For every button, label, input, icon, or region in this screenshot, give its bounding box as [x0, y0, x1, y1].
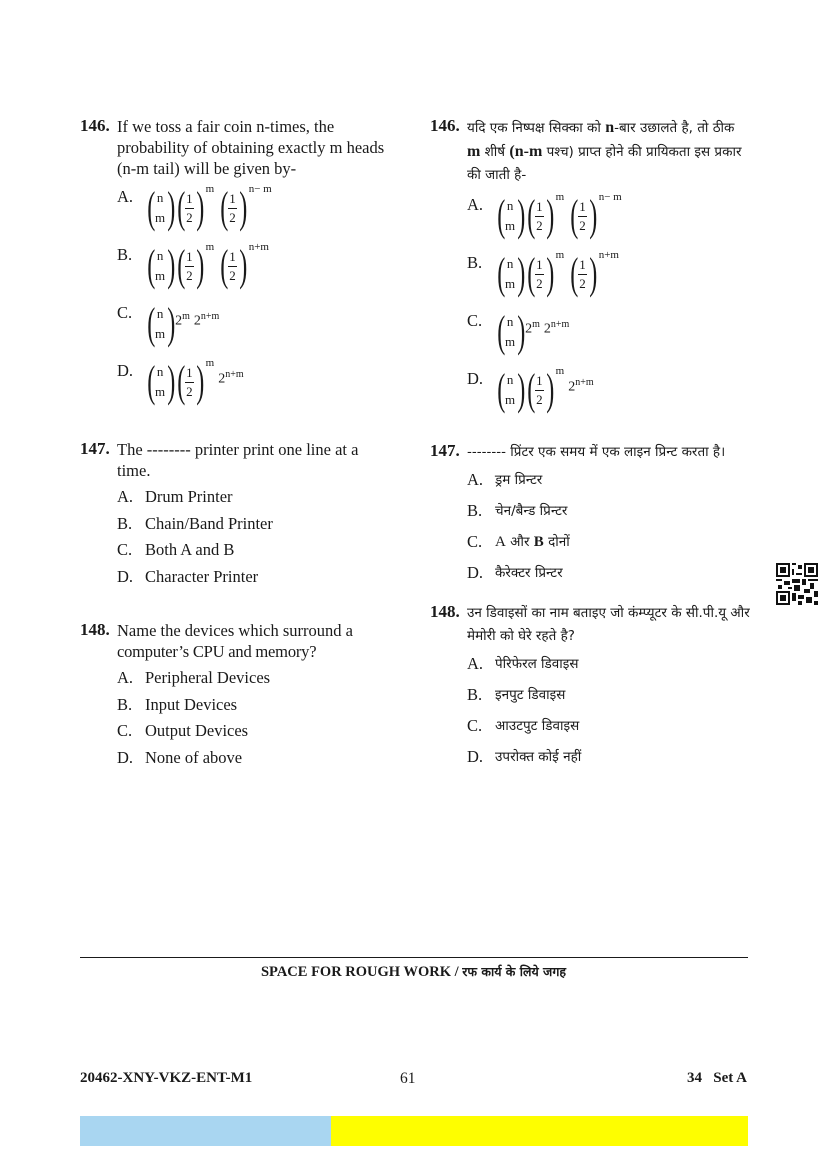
formula: ( n m ) 2$^m$ $2^{n+m}$ — [147, 299, 220, 348]
footer-yellow-bar — [331, 1116, 748, 1146]
option-letter: D. — [117, 361, 134, 380]
page-number: 61 — [400, 1070, 416, 1087]
option-d: D. None of above — [117, 747, 243, 767]
question-147-en — [80, 439, 390, 593]
question-146-en — [80, 116, 390, 417]
formula: ( n m ) ( $\frac{1}{2}$ ) m $2^{n+m}$ — [497, 365, 594, 414]
options-147-hi — [467, 470, 750, 594]
question-text: यदि एक निष्पक्ष सिक्का को n-बार उछालते है, तो ठीक m शीर्ष (n-m पश्च) प्राप्त होने की प्रायिकता इस प्रकार की जाती है- — [467, 119, 742, 183]
option-c: C. Both A and B — [117, 540, 235, 559]
formula: ( n m ) ( $\frac{1}{2}$ ) m ( $\frac{1}{2}$ ) n− m — [497, 191, 622, 240]
set-label: 34 Set A — [687, 1070, 747, 1086]
option-b: B. Chain/Band Printer — [117, 513, 273, 533]
binomial: ( n m ) — [147, 183, 176, 232]
question-number: 146. — [430, 116, 460, 135]
options-148-hi — [467, 654, 750, 778]
option-a: A. ( n m ) ( $\frac{1}{2}$ ) m ( $\frac{1}{2}$ ) n− m — [467, 193, 750, 251]
question-147-hi — [430, 441, 750, 594]
rough-work-heading: SPACE FOR ROUGH WORK / रफ कार्य के लिये जगह — [260, 964, 567, 980]
options-146-hi — [467, 193, 750, 425]
option-d: D. ( n m ) ( $\frac{1}{2}$ ) m $2^{n+m}$ — [467, 365, 594, 414]
question-number: 147. — [80, 439, 110, 458]
question-text: If we toss a fair coin n-times, the probability of obtaining exactly m heads (n-m tail) will be given by- — [117, 117, 385, 178]
fraction-half: ( $\frac{1}{2}$ ) — [177, 183, 204, 232]
option-letter: C. — [117, 303, 133, 322]
option-c: C. ( n m ) 2$^m$ $2^{n+m}$ — [467, 307, 570, 356]
option-c: C. A और B दोनों — [467, 532, 570, 551]
question-146-hi — [430, 116, 750, 425]
formula: ( n m ) ( $\frac{1}{2}$ ) m ( $\frac{1}{2}$ ) n− m — [145, 185, 276, 231]
english-column — [80, 116, 390, 774]
option-c: C. आउटपुट डिवाइस — [467, 716, 580, 735]
question-number: 147. — [430, 441, 460, 460]
option-d: D. कैरेक्टर प्रिन्टर — [467, 563, 563, 582]
option-d: D. Character Printer — [117, 566, 259, 586]
options-147-en — [117, 487, 390, 593]
option-letter: B. — [117, 245, 133, 264]
footer-blue-bar — [80, 1116, 331, 1146]
option-a: A. Peripheral Devices — [117, 668, 271, 687]
option-letter: A. — [117, 187, 134, 206]
option-a: A. ड्रम प्रिन्टर — [467, 470, 543, 489]
option-b: B. इनपुट डिवाइस — [467, 685, 566, 704]
option-b: B. चेन/बैन्ड प्रिन्टर — [467, 501, 568, 520]
question-148-en — [80, 620, 390, 774]
question-text: उन डिवाइसों का नाम बताइए जो कंम्प्यूटर के सी.पी.यू और मेमोरी को घेरे रहते है? — [467, 605, 750, 644]
question-148-hi — [430, 602, 750, 778]
paper-code: 20462-XNY-VKZ-ENT-M1 — [80, 1070, 253, 1086]
option-a: A. पेरिफेरल डिवाइस — [467, 654, 579, 673]
option-d — [117, 359, 390, 417]
hindi-column — [430, 116, 750, 778]
option-c — [117, 301, 390, 359]
qr-code-icon — [776, 563, 818, 605]
fraction-half: ( $\frac{1}{2}$ ) — [220, 183, 247, 232]
option-b — [117, 243, 390, 301]
option-a: A. Drum Printer — [117, 487, 233, 506]
formula: ( n m ) ( $\frac{1}{2}$ ) m ( $\frac{1}{2}$ ) n+m — [497, 249, 619, 298]
option-a — [117, 185, 390, 243]
formula: ( n m ) ( $\frac{1}{2}$ ) m ( $\frac{1}{2}$ ) n+m — [147, 241, 269, 290]
question-text: Name the devices which surround a computer’s CPU and memory? — [117, 621, 353, 661]
question-number: 148. — [80, 620, 110, 639]
option-b: B. ( n m ) ( $\frac{1}{2}$ ) m ( $\frac{1}{2}$ ) n+m — [467, 251, 750, 309]
options-146-en — [117, 185, 390, 417]
options-148-en — [117, 668, 390, 774]
option-c: C. Output Devices — [117, 721, 249, 740]
option-b: B. Input Devices — [117, 694, 238, 714]
question-number: 148. — [430, 602, 460, 621]
formula: ( n m ) 2$^m$ $2^{n+m}$ — [497, 307, 570, 356]
option-d: D. उपरोक्त कोई नहीं — [467, 747, 582, 766]
rough-work-divider — [80, 957, 748, 958]
question-text: -------- प्रिंटर एक समय में एक लाइन प्रिन्ट करता है। — [467, 444, 726, 460]
formula: ( n m ) ( $\frac{1}{2}$ ) m $2^{n+m}$ — [147, 357, 244, 406]
question-text: The -------- printer print one line at a time. — [117, 440, 359, 480]
question-number: 146. — [80, 116, 110, 135]
